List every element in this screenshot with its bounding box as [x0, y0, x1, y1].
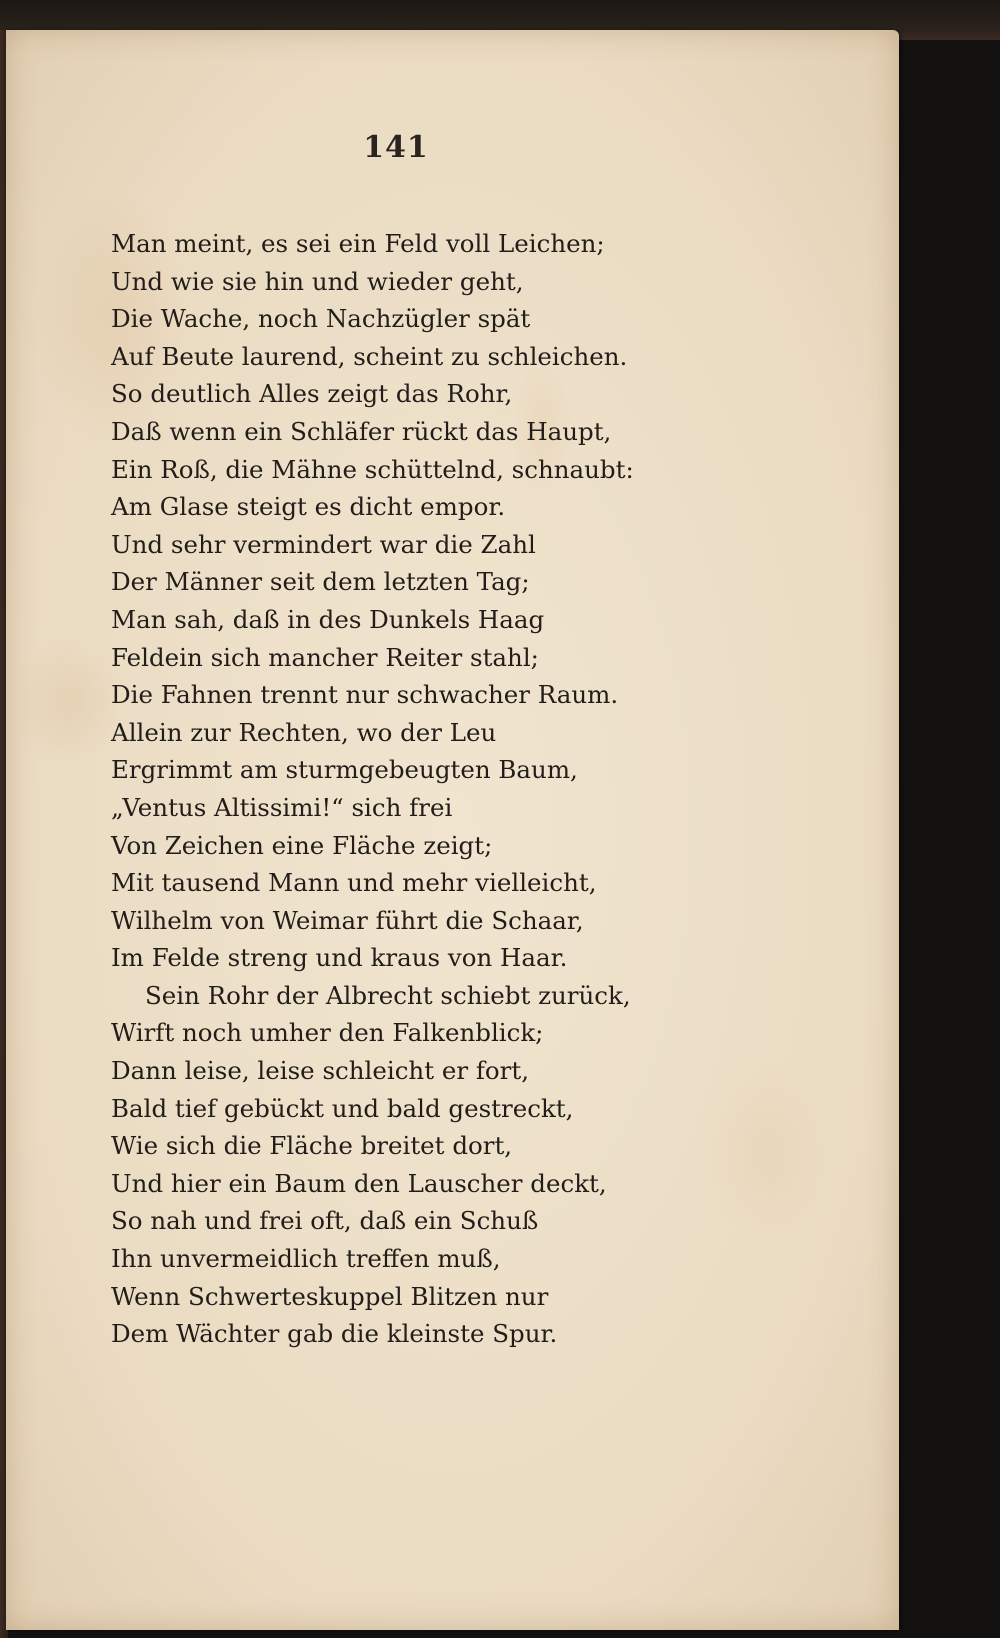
poem-line: Allein zur Rechten, wo der Leu [111, 717, 497, 747]
poem-line: Und hier ein Baum den Lauscher deckt, [111, 1168, 607, 1198]
poem-line: Ein Roß, die Mähne schüttelnd, schnaubt: [111, 454, 634, 484]
poem-line: Am Glase steigt es dicht empor. [111, 492, 506, 522]
poem-line: Die Wache, noch Nachzügler spät [111, 304, 531, 334]
poem-line: Und sehr vermindert war die Zahl [111, 529, 536, 559]
poem-line: Im Felde streng und kraus von Haar. [111, 943, 568, 973]
poem-line: „Ventus Altissimi!“ sich frei [111, 792, 453, 822]
poem-line: So deutlich Alles zeigt das Rohr, [111, 379, 513, 409]
poem-line: Ergrimmt am sturmgebeugten Baum, [111, 755, 578, 785]
poem-line: Der Männer seit dem letzten Tag; [111, 567, 530, 597]
poem-line: Wilhelm von Weimar führt die Schaar, [111, 905, 584, 935]
poem-line: Ihn unvermeidlich treffen muß, [111, 1244, 501, 1274]
poem-line: Feldein sich mancher Reiter stahl; [111, 642, 539, 672]
poem-line: Die Fahnen trennt nur schwacher Raum. [111, 680, 619, 710]
poem-line: Mit tausend Mann und mehr vielleicht, [111, 868, 597, 898]
poem-line: Daß wenn ein Schläfer rückt das Haupt, [111, 416, 612, 446]
poem-line-stanza-start: Sein Rohr der Albrecht schiebt zurück, [145, 980, 631, 1010]
poem-line: Auf Beute laurend, scheint zu schleichen. [111, 341, 628, 371]
poem-text [111, 225, 634, 1353]
poem-line: Bald tief gebückt und bald gestreckt, [111, 1093, 574, 1123]
poem-line: Dann leise, leise schleicht er fort, [111, 1056, 529, 1086]
poem-line: Wenn Schwerteskuppel Blitzen nur [111, 1281, 549, 1311]
poem-line: Man sah, daß in des Dunkels Haag [111, 604, 545, 634]
poem-line: Von Zeichen eine Fläche zeigt; [111, 830, 493, 860]
poem-line: Wirft noch umher den Falkenblick; [111, 1018, 544, 1048]
page-number: 141 [363, 130, 429, 165]
poem-line: Wie sich die Fläche breitet dort, [111, 1131, 513, 1161]
poem-line: Man meint, es sei ein Feld voll Leichen; [111, 229, 605, 258]
book-page [6, 30, 899, 1630]
poem-line: So nah und frei oft, daß ein Schuß [111, 1206, 539, 1236]
poem-line: Und wie sie hin und wieder geht, [111, 266, 524, 296]
poem-line: Dem Wächter gab die kleinste Spur. [111, 1319, 558, 1349]
